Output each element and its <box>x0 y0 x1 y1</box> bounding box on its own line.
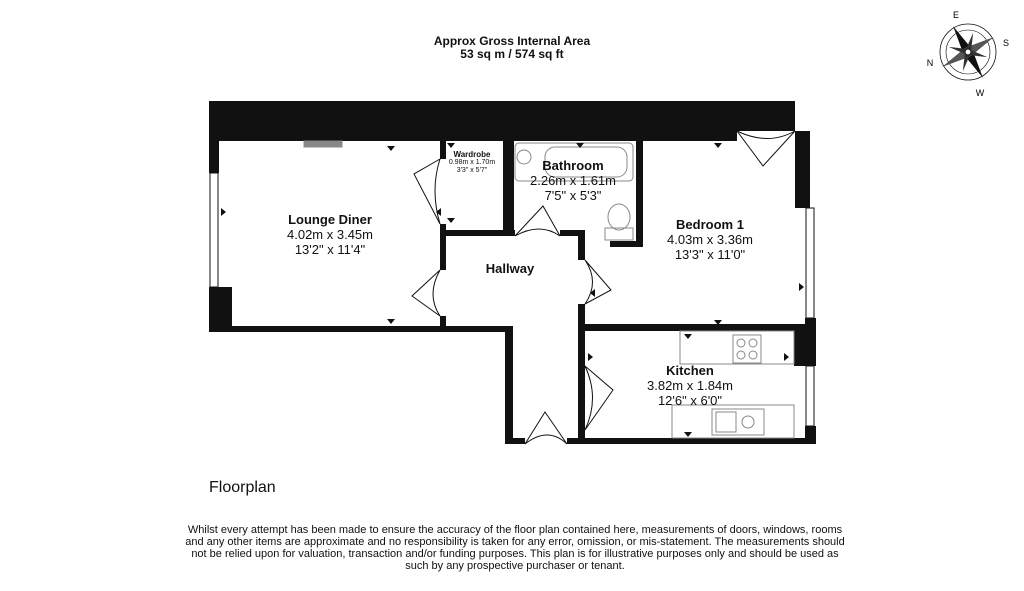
room-wardrobe <box>440 151 504 175</box>
area-value: 53 sq m / 574 sq ft <box>460 47 564 61</box>
bedroom-door <box>585 260 611 304</box>
kitchen-left-wall <box>578 328 585 444</box>
area-title: Approx Gross Internal Area <box>433 34 591 48</box>
room-imperial: 7'5" x 5'3" <box>544 188 602 203</box>
room-name: Hallway <box>485 261 535 276</box>
kitchen-worktop-top <box>680 331 794 364</box>
hall-left-wall <box>505 326 513 444</box>
room-name: Lounge Diner <box>288 212 372 227</box>
kitchen-door <box>585 366 613 430</box>
cupboard-door <box>737 131 795 166</box>
lounge-door <box>412 270 440 316</box>
toilet-bowl <box>608 204 630 230</box>
room-name: Bathroom <box>542 158 604 173</box>
lounge-right-wall-mid <box>440 224 446 270</box>
room-bedroom-1 <box>650 217 770 262</box>
hall-bottom-left <box>505 438 525 444</box>
wardrobe-door <box>414 159 440 224</box>
room-imperial: 13'3" x 11'0" <box>674 247 746 262</box>
bedroom-window <box>806 208 814 318</box>
hall-right-wall-bottom <box>578 304 585 330</box>
room-metric: 0.98m x 1.70m <box>448 159 496 166</box>
kitchen-right-wall-bottom <box>805 426 816 444</box>
room-name: Bedroom 1 <box>676 217 744 232</box>
room-lounge-diner <box>270 212 390 257</box>
room-metric: 4.02m x 3.45m <box>287 227 373 242</box>
kitchen-bottom-wall <box>578 438 816 444</box>
floorplan-caption: Floorplan <box>209 479 276 496</box>
kitchen-sink <box>712 409 764 435</box>
room-name: Wardrobe <box>453 150 491 159</box>
compass-letter-w: W <box>975 88 985 98</box>
hob <box>733 335 761 363</box>
compass-rose-icon <box>927 10 1009 98</box>
room-imperial: 3'3" x 5'7" <box>456 167 488 174</box>
compass-letter-n: N <box>926 58 934 68</box>
bath-bottom-wall <box>610 241 643 247</box>
bedroom-right-wall-top <box>795 131 810 208</box>
compass-letter-e: E <box>952 10 960 20</box>
room-imperial: 12'6" x 6'0" <box>657 393 723 408</box>
top-wall-block <box>209 101 737 141</box>
room-bathroom <box>518 158 628 203</box>
top-wall-right <box>737 101 795 131</box>
room-hallway <box>470 261 550 276</box>
radiator <box>304 141 342 147</box>
left-wall-bottom <box>209 287 232 332</box>
room-metric: 3.82m x 1.84m <box>647 378 733 393</box>
lounge-right-wall-low <box>440 316 446 330</box>
lounge-bottom-wall <box>209 326 513 332</box>
kitchen-window <box>806 366 814 426</box>
bed-kitchen-wall <box>578 324 816 331</box>
room-imperial: 13'2" x 11'4" <box>294 242 366 257</box>
bathroom-door <box>515 206 560 236</box>
bedroom-right-wall-bottom <box>805 318 816 328</box>
compass-letter-s: S <box>1002 38 1010 48</box>
room-kitchen <box>630 363 750 408</box>
hall-right-wall-top <box>578 230 585 260</box>
lounge-window <box>210 173 218 287</box>
kitchen-right-wall-top <box>794 326 816 366</box>
room-metric: 4.03m x 3.36m <box>667 232 753 247</box>
bathroom-right-wall <box>636 141 643 246</box>
bathroom-left-wall <box>509 141 514 236</box>
disclaimer-text: Whilst every attempt has been made to ensure the accuracy of the floor plan contained here, measurements of doors, windows, rooms and any other items are approximate and no responsibility is taken for any error, omission, or mis-statement. The measurements should not be relied upon for valuation, transaction and/or funding purposes. This plan is for illustrative purposes only and should be used as such by any prospective purchaser or tenant. <box>185 524 845 572</box>
left-wall-top <box>209 141 219 173</box>
entrance-door <box>525 412 567 444</box>
room-metric: 2.26m x 1.61m <box>530 173 616 188</box>
room-name: Kitchen <box>666 363 714 378</box>
